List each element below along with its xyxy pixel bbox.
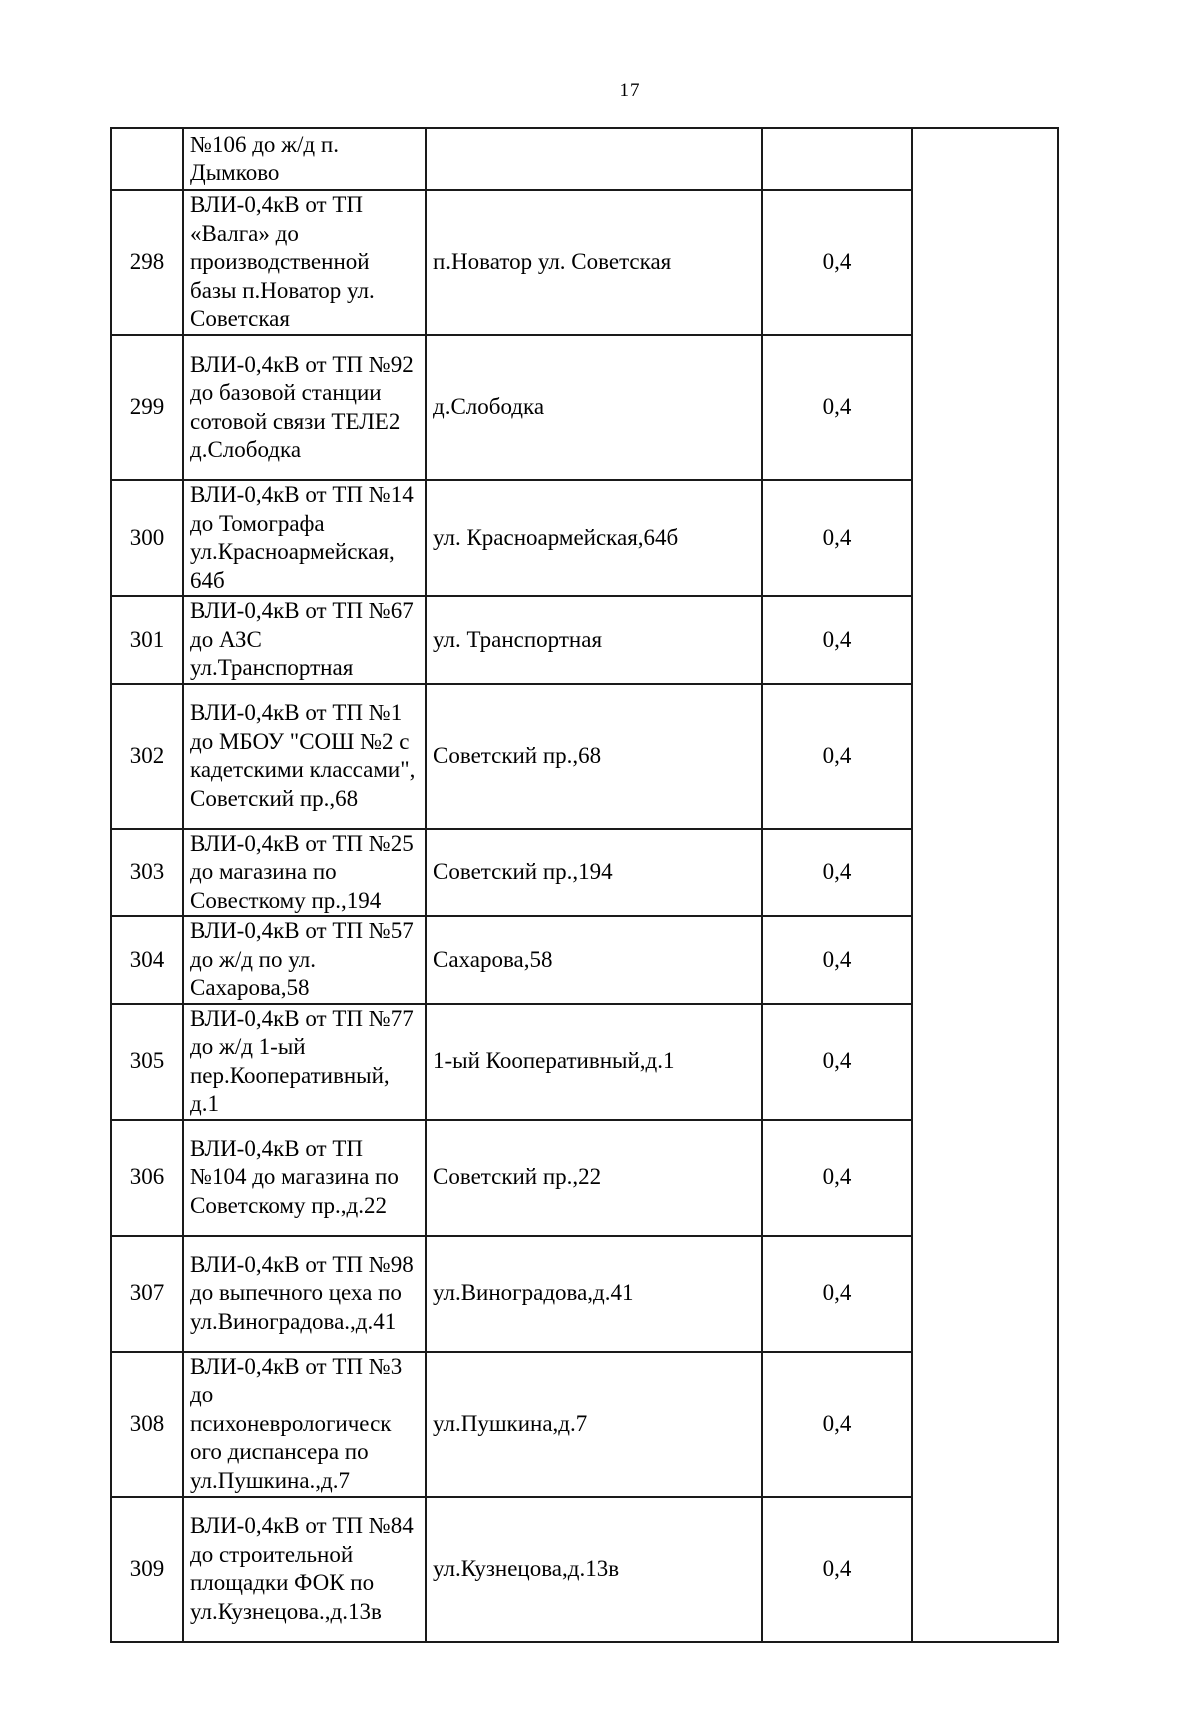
row-number: 306 — [111, 1120, 183, 1236]
voltage-cell: 0,4 — [762, 596, 912, 684]
row-number: 302 — [111, 684, 183, 829]
address-cell: д.Слободка — [426, 335, 762, 480]
line-description: ВЛИ-0,4кВ от ТП №92 до базовой станции сотовой связи ТЕЛЕ2 д.Слободка — [183, 335, 426, 480]
address-cell: ул. Транспортная — [426, 596, 762, 684]
line-description: ВЛИ-0,4кВ от ТП №84 до строительной площадки ФОК по ул.Кузнецова.,д.13в — [183, 1497, 426, 1642]
voltage-cell — [762, 128, 912, 190]
voltage-cell: 0,4 — [762, 684, 912, 829]
line-description: ВЛИ-0,4кВ от ТП №77 до ж/д 1-ый пер.Кооперативный, д.1 — [183, 1004, 426, 1120]
row-number: 298 — [111, 190, 183, 335]
line-description: ВЛИ-0,4кВ от ТП №14 до Томографа ул.Красноармейская, 64б — [183, 480, 426, 596]
row-number: 300 — [111, 480, 183, 596]
line-description: ВЛИ-0,4кВ от ТП №98 до выпечного цеха по ул.Виноградова.,д.41 — [183, 1236, 426, 1352]
address-cell: 1-ый Кооперативный,д.1 — [426, 1004, 762, 1120]
line-description: ВЛИ-0,4кВ от ТП №104 до магазина по Советскому пр.,д.22 — [183, 1120, 426, 1236]
voltage-cell: 0,4 — [762, 916, 912, 1004]
row-number: 303 — [111, 829, 183, 917]
power-lines-table — [110, 127, 1059, 1643]
address-cell — [426, 128, 762, 190]
voltage-cell: 0,4 — [762, 480, 912, 596]
voltage-cell: 0,4 — [762, 1236, 912, 1352]
voltage-cell: 0,4 — [762, 829, 912, 917]
line-description: ВЛИ-0,4кВ от ТП №57 до ж/д по ул. Сахарова,58 — [183, 916, 426, 1004]
voltage-cell: 0,4 — [762, 1120, 912, 1236]
line-description: ВЛИ-0,4кВ от ТП №67 до АЗС ул.Транспортная — [183, 596, 426, 684]
line-description: ВЛИ-0,4кВ от ТП «Валга» до производственной базы п.Новатор ул. Советская — [183, 190, 426, 335]
address-cell: Сахарова,58 — [426, 916, 762, 1004]
address-cell: п.Новатор ул. Советская — [426, 190, 762, 335]
address-cell: ул.Виноградова,д.41 — [426, 1236, 762, 1352]
address-cell: ул.Пушкина,д.7 — [426, 1352, 762, 1497]
address-cell: Советский пр.,22 — [426, 1120, 762, 1236]
address-cell: Советский пр.,194 — [426, 829, 762, 917]
row-number: 307 — [111, 1236, 183, 1352]
line-description: ВЛИ-0,4кВ от ТП №1 до МБОУ "СОШ №2 с кадетскими классами", Советский пр.,68 — [183, 684, 426, 829]
voltage-cell: 0,4 — [762, 335, 912, 480]
page-number: 17 — [619, 80, 641, 101]
table-row-continuation — [111, 128, 1058, 190]
notes-column — [912, 128, 1058, 1642]
row-number: 305 — [111, 1004, 183, 1120]
row-number: 299 — [111, 335, 183, 480]
voltage-cell: 0,4 — [762, 1004, 912, 1120]
address-cell: ул. Красноармейская,64б — [426, 480, 762, 596]
row-number: 301 — [111, 596, 183, 684]
row-number — [111, 128, 183, 190]
voltage-cell: 0,4 — [762, 190, 912, 335]
row-number: 304 — [111, 916, 183, 1004]
line-description: ВЛИ-0,4кВ от ТП №3 до психоневрологическ ого диспансера по ул.Пушкина.,д.7 — [183, 1352, 426, 1497]
address-cell: Советский пр.,68 — [426, 684, 762, 829]
line-description: ВЛИ-0,4кВ от ТП №25 до магазина по Совесткому пр.,194 — [183, 829, 426, 917]
address-cell: ул.Кузнецова,д.13в — [426, 1497, 762, 1642]
voltage-cell: 0,4 — [762, 1497, 912, 1642]
row-number: 308 — [111, 1352, 183, 1497]
row-number: 309 — [111, 1497, 183, 1642]
line-description: №106 до ж/д п. Дымково — [183, 128, 426, 190]
voltage-cell: 0,4 — [762, 1352, 912, 1497]
